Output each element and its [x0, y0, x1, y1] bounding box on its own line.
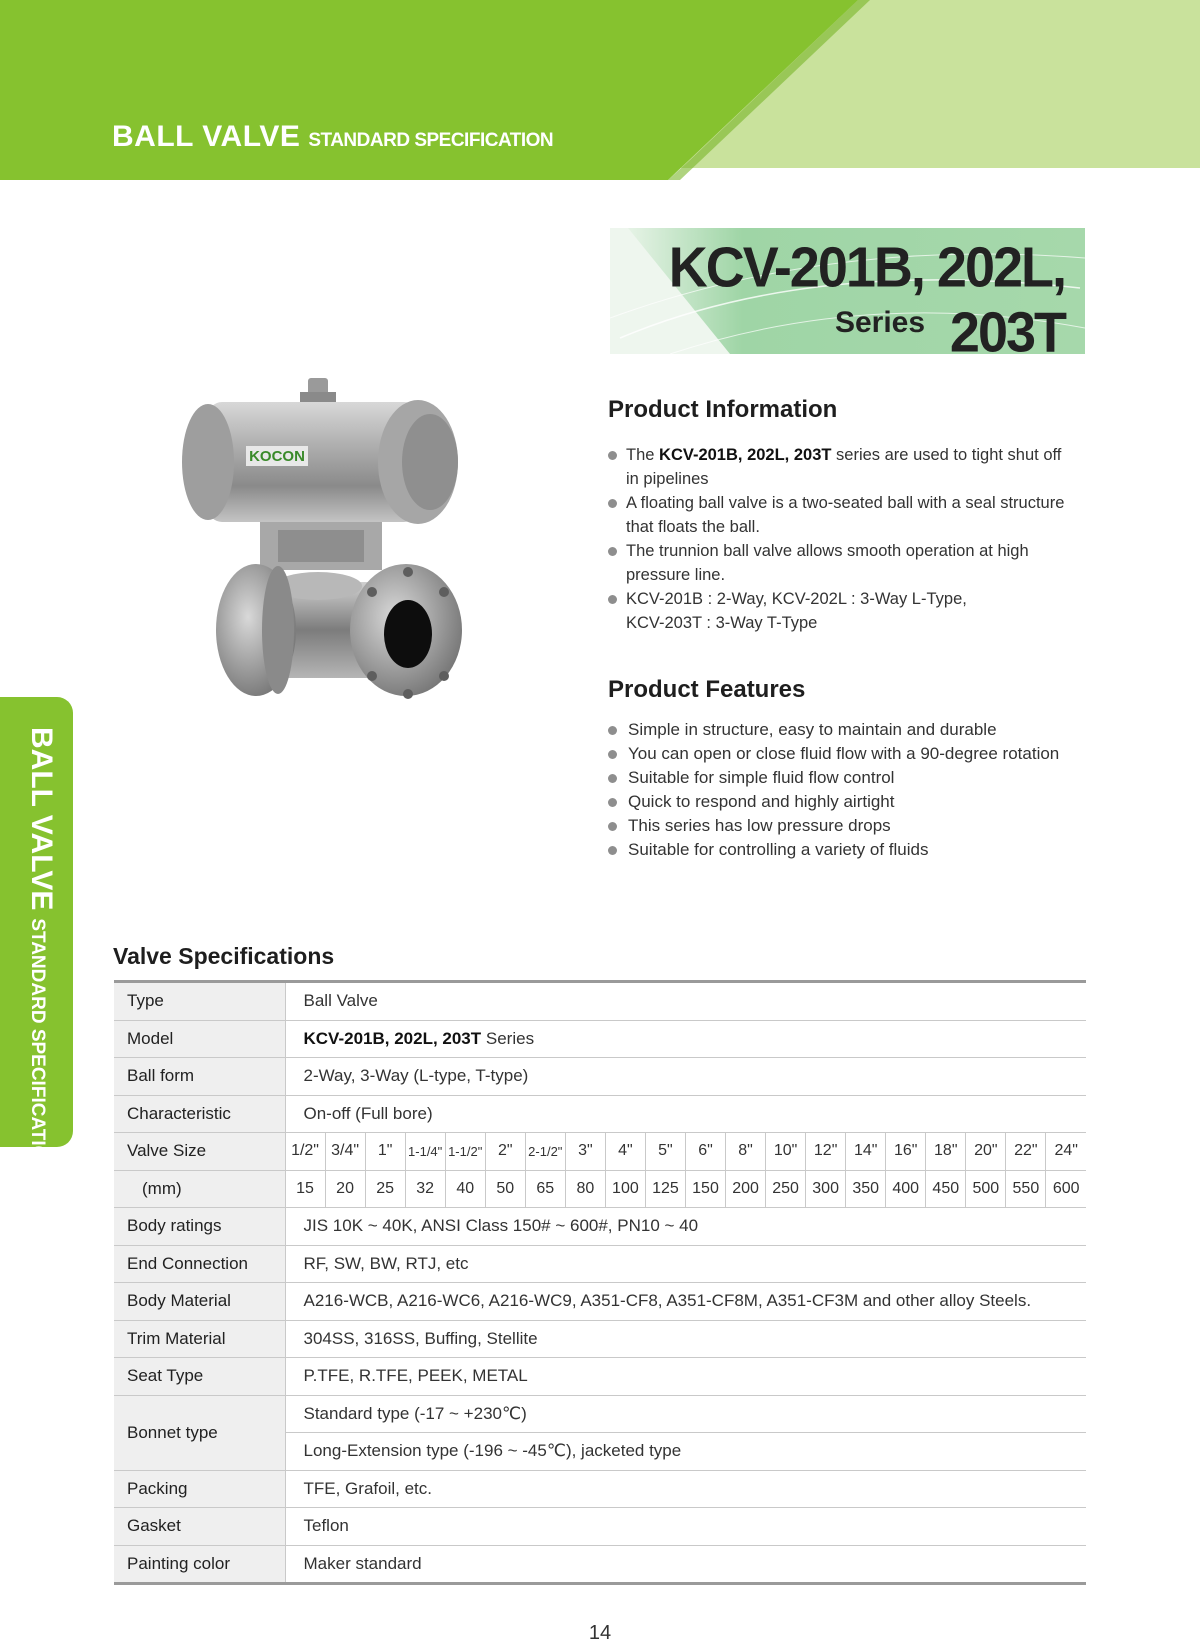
size-mm-cell: 32 — [405, 1170, 445, 1208]
table-row — [114, 1395, 1086, 1433]
product-information-list — [608, 443, 1078, 635]
feature-5: This series has low pressure drops — [628, 816, 891, 835]
painting-color-label: Painting color — [114, 1545, 285, 1584]
list-item — [608, 790, 1108, 814]
model-value-rest: Series — [481, 1028, 535, 1048]
table-row — [114, 1508, 1086, 1546]
list-item — [608, 718, 1108, 742]
size-mm-cell: 300 — [806, 1170, 846, 1208]
table-row — [114, 1283, 1086, 1321]
series-subtitle: Series — [834, 306, 926, 339]
table-row — [114, 1245, 1086, 1283]
list-item — [608, 443, 1078, 491]
kocon-logo-text: KOCON — [249, 448, 305, 465]
seat-type-value: P.TFE, R.TFE, PEEK, METAL — [285, 1358, 1086, 1396]
size-inch-cell: 1" — [365, 1133, 405, 1171]
size-inch-cell: 4" — [605, 1133, 645, 1171]
series-model: KCV-201B, 202L, 203T — [668, 235, 1065, 365]
info-1-rest: series are used to tight shut off — [831, 446, 1062, 464]
table-row — [114, 1170, 1086, 1208]
product-information-title: Product Information — [608, 396, 838, 423]
body-material-label: Body Material — [114, 1283, 285, 1321]
gasket-label: Gasket — [114, 1508, 285, 1546]
table-row — [114, 1470, 1086, 1508]
info-2-line1: A floating ball valve is a two-seated ball with a seal structure — [626, 494, 1065, 512]
list-item — [608, 742, 1108, 766]
side-tab-title-small: STANDARD SPECIFICATION — [27, 918, 48, 1175]
list-item — [608, 539, 1078, 587]
body-ratings-value: JIS 10K ~ 40K, ANSI Class 150# ~ 600#, PN10 ~ 40 — [285, 1208, 1086, 1246]
bullet-icon — [608, 499, 617, 508]
table-row — [114, 1358, 1086, 1396]
info-2-line2: that floats the ball. — [626, 518, 760, 536]
size-inch-cell: 1-1/4" — [405, 1133, 445, 1171]
trim-material-value: 304SS, 316SS, Buffing, Stellite — [285, 1320, 1086, 1358]
size-inch-cell: 3/4" — [325, 1133, 365, 1171]
size-mm-cell: 400 — [886, 1170, 926, 1208]
feature-3: Suitable for simple fluid flow control — [628, 768, 895, 787]
feature-2: You can open or close fluid flow with a 90-degree rotation — [628, 744, 1060, 763]
info-4-line2: KCV-203T : 3-Way T-Type — [626, 614, 818, 632]
bullet-icon — [608, 798, 617, 807]
painting-color-value: Maker standard — [285, 1545, 1086, 1584]
size-mm-cell: 40 — [445, 1170, 485, 1208]
feature-1: Simple in structure, easy to maintain and durable — [628, 720, 997, 739]
header-title-small: STANDARD SPECIFICATION — [308, 130, 554, 151]
valve-specifications-title: Valve Specifications — [113, 943, 335, 969]
list-item — [608, 838, 1108, 862]
size-mm-cell: 350 — [846, 1170, 886, 1208]
type-value: Ball Valve — [285, 982, 1086, 1021]
bullet-icon — [608, 822, 617, 831]
info-1-line2: in pipelines — [626, 470, 709, 488]
table-row — [114, 1545, 1086, 1584]
body-ratings-label: Body ratings — [114, 1208, 285, 1246]
feature-4: Quick to respond and highly airtight — [628, 792, 895, 811]
body-material-value: A216-WCB, A216-WC6, A216-WC9, A351-CF8, A351-CF8M, A351-CF3M and other alloy Steels. — [285, 1283, 1086, 1321]
size-inch-cell: 2-1/2" — [525, 1133, 565, 1171]
model-value — [285, 1020, 1086, 1058]
size-inch-cell: 24" — [1046, 1133, 1086, 1171]
trim-material-label: Trim Material — [114, 1320, 285, 1358]
side-tab-title — [24, 727, 58, 1174]
size-mm-cell: 150 — [685, 1170, 725, 1208]
size-inch-cell: 5" — [645, 1133, 685, 1171]
bullet-icon — [608, 726, 617, 735]
list-item — [608, 491, 1078, 539]
table-row — [114, 1020, 1086, 1058]
size-mm-cell: 125 — [645, 1170, 685, 1208]
size-inch-cell: 22" — [1006, 1133, 1046, 1171]
side-tab-title-big: BALL VALVE — [25, 727, 58, 911]
header-title-big: BALL VALVE — [112, 120, 301, 153]
header-title — [112, 120, 553, 154]
size-mm-cell: 65 — [525, 1170, 565, 1208]
size-inch-cell: 1-1/2" — [445, 1133, 485, 1171]
model-label: Model — [114, 1020, 285, 1058]
side-tab — [0, 697, 73, 1175]
bullet-icon — [608, 595, 617, 604]
size-inch-cell: 18" — [926, 1133, 966, 1171]
list-item — [608, 587, 1078, 635]
bullet-icon — [608, 846, 617, 855]
size-mm-cell: 450 — [926, 1170, 966, 1208]
size-mm-cell: 20 — [325, 1170, 365, 1208]
table-row — [114, 1133, 1086, 1171]
characteristic-value: On-off (Full bore) — [285, 1095, 1086, 1133]
bullet-icon — [608, 451, 617, 460]
size-mm-cell: 250 — [766, 1170, 806, 1208]
ball-valve-image — [168, 372, 488, 717]
size-inch-cell: 2" — [485, 1133, 525, 1171]
valve-size-mm-label: (mm) — [114, 1170, 285, 1208]
type-label: Type — [114, 982, 285, 1021]
size-inch-cell: 16" — [886, 1133, 926, 1171]
size-mm-cell: 25 — [365, 1170, 405, 1208]
gasket-value: Teflon — [285, 1508, 1086, 1546]
table-row — [114, 1208, 1086, 1246]
size-mm-cell: 500 — [966, 1170, 1006, 1208]
model-value-bold: KCV-201B, 202L, 203T — [303, 1028, 482, 1048]
info-4-line1: KCV-201B : 2-Way, KCV-202L : 3-Way L-Type, — [626, 590, 967, 608]
size-mm-cell: 100 — [605, 1170, 645, 1208]
size-inch-cell: 1/2" — [285, 1133, 325, 1171]
packing-label: Packing — [114, 1470, 285, 1508]
bonnet-type-label: Bonnet type — [114, 1395, 285, 1470]
seat-type-label: Seat Type — [114, 1358, 285, 1396]
ball-form-value: 2-Way, 3-Way (L-type, T-type) — [285, 1058, 1086, 1096]
size-inch-cell: 8" — [726, 1133, 766, 1171]
size-inch-cell: 20" — [966, 1133, 1006, 1171]
characteristic-label: Characteristic — [114, 1095, 285, 1133]
product-features-list — [608, 718, 1108, 862]
size-inch-cell: 14" — [846, 1133, 886, 1171]
size-mm-cell: 50 — [485, 1170, 525, 1208]
bonnet-type-value-2: Long-Extension type (-196 ~ -45℃), jacketed type — [285, 1433, 1086, 1471]
info-3-line2: pressure line. — [626, 566, 726, 584]
end-connection-label: End Connection — [114, 1245, 285, 1283]
valve-size-label: Valve Size — [114, 1133, 285, 1171]
size-inch-cell: 12" — [806, 1133, 846, 1171]
list-item — [608, 814, 1108, 838]
table-row — [114, 1058, 1086, 1096]
bullet-icon — [608, 547, 617, 556]
info-1-bold: KCV-201B, 202L, 203T — [659, 446, 832, 464]
packing-value: TFE, Grafoil, etc. — [285, 1470, 1086, 1508]
bullet-icon — [608, 774, 617, 783]
size-mm-cell: 15 — [285, 1170, 325, 1208]
table-row — [114, 982, 1086, 1021]
table-row — [114, 1095, 1086, 1133]
size-inch-cell: 6" — [685, 1133, 725, 1171]
valve-specifications-table — [114, 980, 1086, 1585]
end-connection-value: RF, SW, BW, RTJ, etc — [285, 1245, 1086, 1283]
product-features-title: Product Features — [608, 676, 806, 703]
size-inch-cell: 3" — [565, 1133, 605, 1171]
bullet-icon — [608, 750, 617, 759]
info-3-line1: The trunnion ball valve allows smooth operation at high — [626, 542, 1029, 560]
list-item — [608, 766, 1108, 790]
info-1-pre: The — [626, 446, 660, 464]
size-mm-cell: 550 — [1006, 1170, 1046, 1208]
bonnet-type-value-1: Standard type (-17 ~ +230℃) — [285, 1395, 1086, 1433]
ball-form-label: Ball form — [114, 1058, 285, 1096]
size-inch-cell: 10" — [766, 1133, 806, 1171]
table-row — [114, 1320, 1086, 1358]
size-mm-cell: 200 — [726, 1170, 766, 1208]
page-number: 14 — [588, 1622, 612, 1644]
feature-6: Suitable for controlling a variety of fluids — [628, 840, 929, 859]
size-mm-cell: 600 — [1046, 1170, 1086, 1208]
size-mm-cell: 80 — [565, 1170, 605, 1208]
